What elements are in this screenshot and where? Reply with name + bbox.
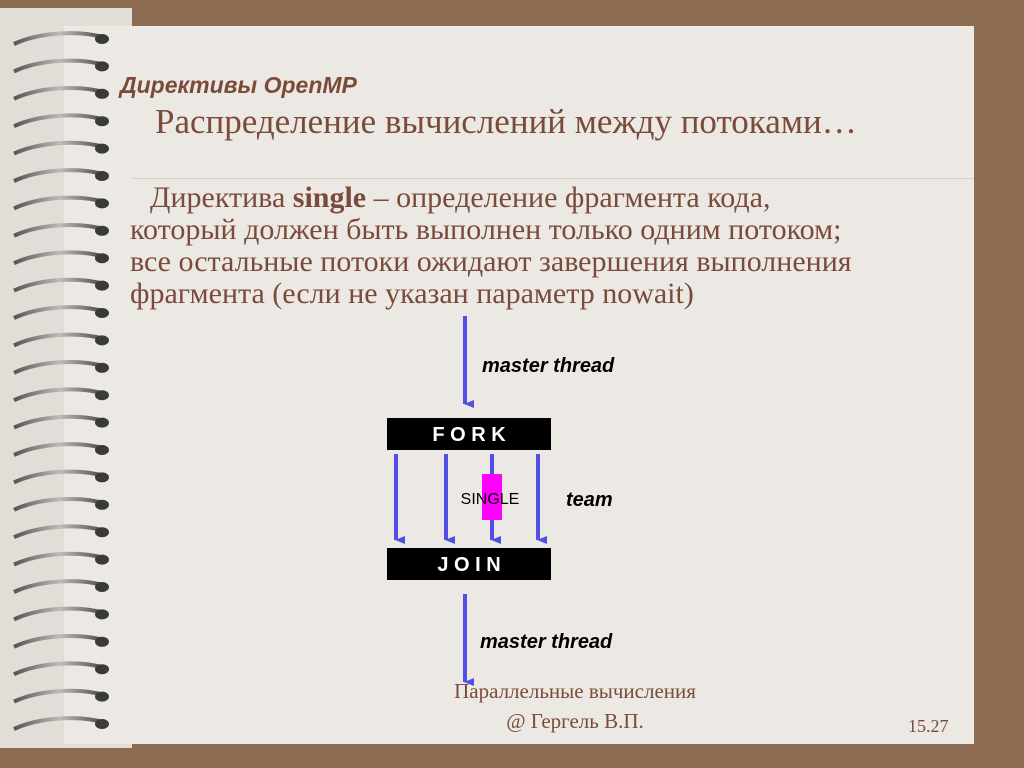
slide-paragraph xyxy=(130,182,970,310)
spiral-ring xyxy=(14,170,106,181)
spiral-hole xyxy=(95,637,109,647)
keyword-single: single xyxy=(292,181,367,214)
spiral-ring xyxy=(14,526,106,537)
spiral-ring xyxy=(14,252,106,263)
spiral-ring xyxy=(14,280,106,291)
spiral-hole xyxy=(95,692,109,702)
spiral-ring xyxy=(14,88,106,99)
spiral-ring xyxy=(14,663,106,674)
spiral-hole xyxy=(95,281,109,291)
page-number: 15.27 xyxy=(908,716,949,736)
spiral-hole xyxy=(95,664,109,674)
fork-join-diagram xyxy=(380,312,680,692)
spiral-ring xyxy=(14,389,106,400)
single-label: SINGLE xyxy=(460,491,520,508)
join-label: J O I N xyxy=(437,554,501,576)
paragraph-rest-line-1: – определение фрагмента кода, xyxy=(366,181,771,214)
spiral-hole xyxy=(95,144,109,154)
team-label: team xyxy=(566,489,613,511)
spiral-hole xyxy=(95,116,109,126)
spiral-ring xyxy=(14,581,106,592)
spiral-hole xyxy=(95,198,109,208)
spiral-hole xyxy=(95,308,109,318)
paragraph-line-2: который должен быть выполнен только одним потоком; xyxy=(130,213,842,246)
spiral-ring xyxy=(14,335,106,346)
spiral-ring xyxy=(14,499,106,510)
spiral-hole xyxy=(95,472,109,482)
spiral-ring xyxy=(14,609,106,620)
spiral-ring xyxy=(14,691,106,702)
spiral-hole xyxy=(95,555,109,565)
spiral-hole xyxy=(95,418,109,428)
footer-author: @ Гергель В.П. xyxy=(506,709,644,733)
spiral-hole xyxy=(95,719,109,729)
spiral-ring xyxy=(14,143,106,154)
spiral-hole xyxy=(95,445,109,455)
master-thread-bottom-label: master thread xyxy=(480,631,613,653)
spiral-hole xyxy=(95,253,109,263)
spiral-ring xyxy=(14,198,106,209)
spiral-hole xyxy=(95,363,109,373)
slide-subtitle: Директивы OpenMP xyxy=(120,72,357,98)
spiral-ring xyxy=(14,718,106,729)
master-thread-top-label: master thread xyxy=(482,355,615,377)
paragraph-line-4: фрагмента (если не указан параметр nowait) xyxy=(130,277,694,310)
spiral-ring xyxy=(14,636,106,647)
spiral-hole xyxy=(95,226,109,236)
spiral-ring xyxy=(14,115,106,126)
spiral-ring xyxy=(14,417,106,428)
spiral-ring xyxy=(14,444,106,455)
header-divider xyxy=(132,178,974,179)
spiral-hole xyxy=(95,171,109,181)
paragraph-line-1 xyxy=(130,182,970,214)
spiral-hole xyxy=(95,34,109,44)
slide-title: Распределение вычислений между потоками… xyxy=(155,102,857,141)
spiral-ring xyxy=(14,362,106,373)
fork-label: F O R K xyxy=(432,424,506,446)
spiral-hole xyxy=(95,61,109,71)
spiral-binding-icon xyxy=(10,26,120,746)
spiral-ring xyxy=(14,472,106,483)
spiral-ring xyxy=(14,307,106,318)
slide-footer xyxy=(400,676,750,736)
spiral-hole xyxy=(95,335,109,345)
spiral-hole xyxy=(95,582,109,592)
spiral-hole xyxy=(95,500,109,510)
footer-course-name: Параллельные вычисления xyxy=(454,679,696,703)
spiral-ring xyxy=(14,225,106,236)
paragraph-lead: Директива xyxy=(150,181,293,214)
spiral-hole xyxy=(95,527,109,537)
spiral-hole xyxy=(95,89,109,99)
spiral-hole xyxy=(95,390,109,400)
spiral-ring xyxy=(14,61,106,72)
spiral-ring xyxy=(14,554,106,565)
spiral-hole xyxy=(95,609,109,619)
paragraph-line-3: все остальные потоки ожидают завершения выполнения xyxy=(130,245,852,278)
spiral-ring xyxy=(14,33,106,44)
